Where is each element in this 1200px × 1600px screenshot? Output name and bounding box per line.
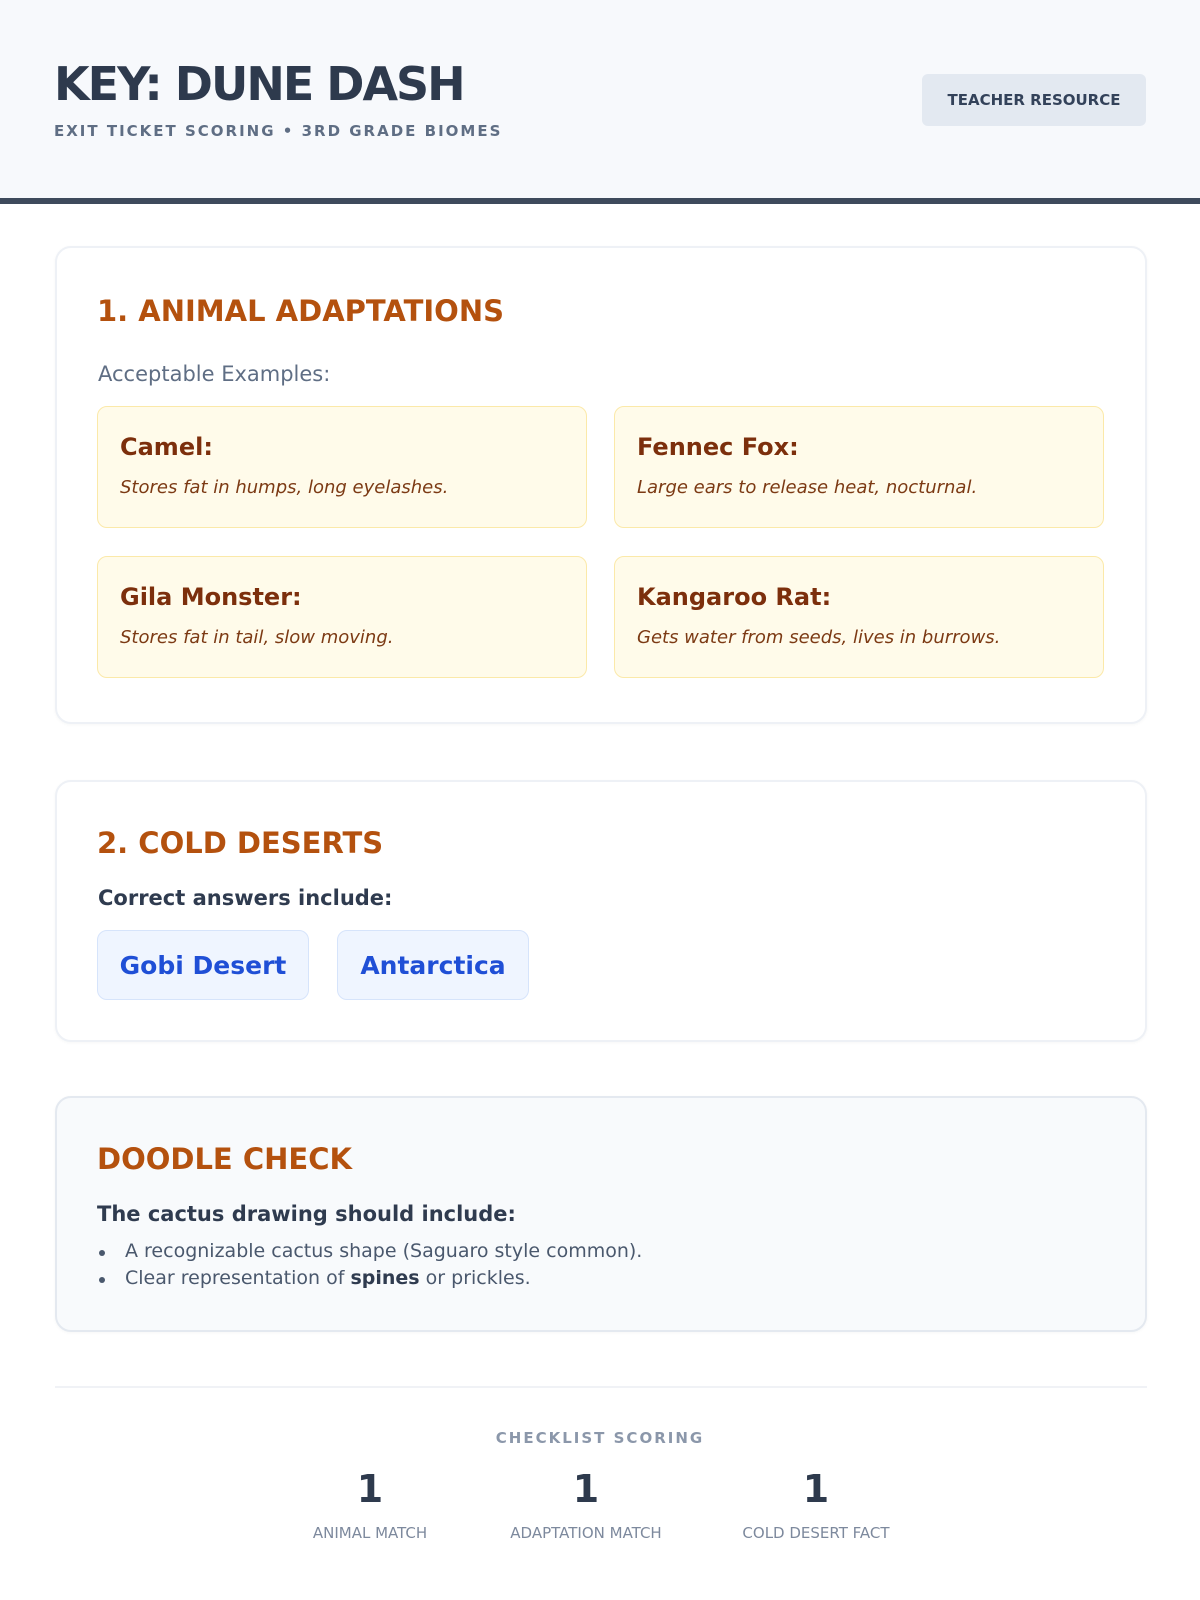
example-card-kangaroo-rat [614,556,1104,678]
page-subtitle: EXIT TICKET SCORING • 3RD GRADE BIOMES [54,122,503,140]
score-animal-match [300,1466,440,1542]
criterion-text-post: or prickles. [419,1267,531,1289]
list-item [97,1265,642,1292]
animal-adaptations-card [55,246,1147,724]
example-card-camel [97,406,587,528]
score-value: 1 [802,1467,830,1511]
section-title-doodle-check: DOODLE CHECK [97,1142,352,1176]
list-item [97,1238,642,1265]
checklist-scoring-title: CHECKLIST SCORING [495,1429,705,1447]
example-name: Gila Monster: [120,583,302,611]
example-description: Stores fat in tail, slow moving. [120,627,394,648]
section-title-adaptations: 1. ANIMAL ADAPTATIONS [97,294,504,328]
page-title: KEY: DUNE DASH [54,57,464,111]
section-title-cold-deserts: 2. COLD DESERTS [97,826,384,860]
page-header [0,0,1200,204]
footer-divider [55,1386,1147,1388]
criterion-emphasis: spines [350,1267,420,1289]
example-description: Large ears to release heat, nocturnal. [637,477,978,498]
example-name: Kangaroo Rat: [637,583,832,611]
cold-deserts-card [55,780,1147,1042]
score-label: ANIMAL MATCH [312,1524,428,1542]
example-description: Gets water from seeds, lives in burrows. [637,627,1001,648]
score-value: 1 [356,1467,384,1511]
score-label: ADAPTATION MATCH [510,1524,662,1542]
criterion-text: A recognizable cactus shape (Saguaro style common). [125,1240,643,1262]
correct-answers-label: Correct answers include: [98,886,393,910]
score-label: COLD DESERT FACT [742,1524,890,1542]
example-name: Camel: [120,433,213,461]
doodle-check-card [55,1096,1147,1332]
answer-chip-antarctica: Antarctica [337,930,529,1000]
example-card-fennec-fox [614,406,1104,528]
example-description: Stores fat in humps, long eyelashes. [120,477,449,498]
doodle-check-lead: The cactus drawing should include: [97,1202,516,1226]
score-adaptation-match [496,1466,676,1542]
example-card-gila-monster [97,556,587,678]
teacher-resource-badge: TEACHER RESOURCE [922,74,1146,126]
score-value: 1 [572,1467,600,1511]
criterion-text-pre: Clear representation of [125,1267,351,1289]
acceptable-examples-label: Acceptable Examples: [98,362,331,386]
doodle-criteria-list [97,1238,642,1292]
score-cold-desert-fact [726,1466,906,1542]
example-name: Fennec Fox: [637,433,799,461]
answer-chip-gobi: Gobi Desert [97,930,309,1000]
